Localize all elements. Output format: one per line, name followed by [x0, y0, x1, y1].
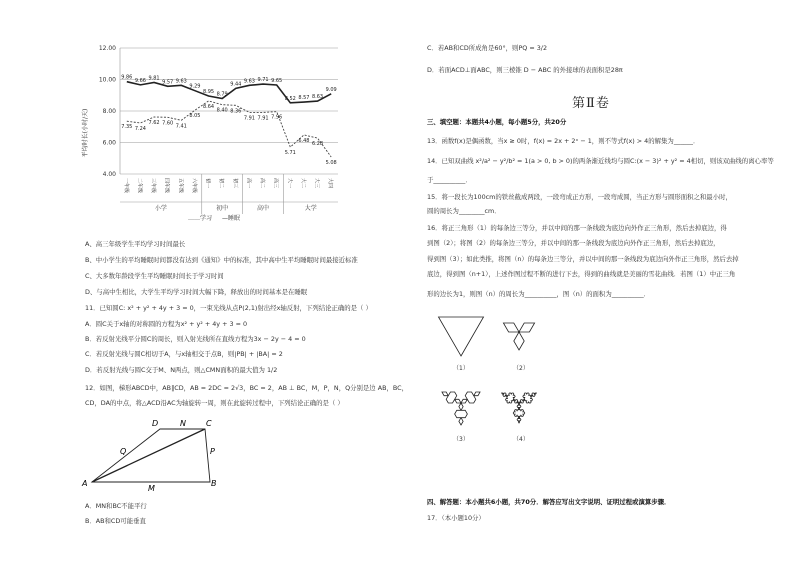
fig-label-1: （1） [453, 365, 469, 372]
group-label: 小学 [154, 205, 167, 212]
x-tick-label: 初三 [231, 178, 238, 189]
y-tick-label: 8.00 [102, 108, 116, 115]
data-label: 7.96 [271, 114, 283, 121]
q12-stem-line2: CD，DA的中点，将△ACD沿AC为轴旋转一周，则在此旋转过程中，下列结论正确的是（ ） [85, 399, 344, 407]
x-tick-label: 六年级 [190, 178, 197, 194]
data-label: 7.35 [121, 124, 133, 131]
data-label: 7.62 [148, 119, 160, 126]
x-tick-label: 一年级 [122, 178, 129, 194]
x-tick-label: 大四 [327, 178, 334, 189]
label-n: N [180, 419, 186, 428]
data-label: 8.64 [202, 103, 215, 110]
x-tick-label: 高二 [259, 178, 266, 189]
data-label: 7.91 [243, 115, 256, 122]
snowflake-figure-4 [502, 393, 537, 423]
x-tick-label: 高三 [272, 178, 279, 189]
data-label: 5.08 [325, 159, 337, 166]
data-label: 9.29 [189, 83, 201, 90]
label-p: P [210, 447, 215, 456]
snowflake-figure-2 [503, 323, 534, 350]
y-tick-label: 6.00 [102, 139, 116, 147]
data-label: 7.41 [175, 123, 187, 130]
x-tick-label: 大三 [313, 178, 320, 189]
q11-option-b: B．若反射光线平分圆C的周长，则入射光线所在直线方程为3x − 2y − 4 = 0 [85, 335, 306, 343]
x-tick-label: 初二 [218, 178, 225, 189]
data-label: 9.63 [175, 78, 187, 85]
data-label: 8.57 [298, 95, 310, 102]
q15-line1: 15．将一段长为100cm的铁丝截成两段，一段弯成正方形，一段弯成圆，当正方形与圆形面积之和最小时， [427, 193, 732, 201]
data-label: 9.71 [257, 77, 269, 84]
q12-stem-line1: 12．如图，梯形ABCD中，AB∥CD，AB = 2DC = 2√3，BC = 2，AB ⊥ BC，M，P，N，Q分别是边 AB，BC， [85, 384, 408, 392]
q11-option-d: D．若反射光线与圆C交于M、N两点，则△CMN面积的最大值为 1/2 [85, 366, 278, 374]
data-label: 6.48 [298, 137, 310, 144]
data-label: 9.81 [148, 75, 160, 82]
q10-option-d: D、与高中生相比，大学生平均学习时间大幅下降，释放出的时间基本是在睡眠 [85, 288, 308, 296]
label-m: M [148, 484, 155, 492]
q10-option-a: A、高三年级学生平均学习时间最长 [85, 240, 186, 248]
x-tick-label: 初一 [204, 178, 211, 189]
q12-option-b: B．AB和CD可能垂直 [85, 517, 146, 525]
fig-label-2: （2） [513, 365, 529, 372]
x-tick-label: 四年级 [163, 178, 170, 194]
data-label: 8.52 [284, 95, 296, 102]
data-label: 9.65 [271, 78, 283, 85]
y-tick-label: 12.00 [98, 45, 116, 52]
data-label: 8.40 [216, 107, 228, 114]
q16-line3: 得到图（3）；如此类推，将图（n）的每条边三等分，并以中间的那一条线段为底边向外作正三角形，然后去掉 [427, 255, 739, 263]
q12-option-a: A．MN和BC不能平行 [85, 502, 147, 510]
data-label: 7.60 [162, 120, 174, 127]
data-label: 8.05 [189, 113, 201, 120]
data-label: 8.36 [230, 108, 242, 115]
part3-heading: 三、填空题：本题共4小题，每小题5分，共20分 [427, 118, 567, 126]
x-tick-label: 大二 [299, 178, 306, 189]
diagonal-ac [92, 429, 205, 482]
label-a: A [82, 479, 88, 488]
q11-option-a: A．圆C关于x轴的对称圆的方程为x² + y² + 4y + 3 = 0 [85, 320, 248, 328]
label-c: C [206, 419, 212, 428]
x-tick-label: 高一 [245, 178, 252, 189]
data-label: 9.63 [243, 78, 256, 85]
fig-label-3: （3） [453, 436, 469, 443]
time-line-chart [70, 38, 370, 228]
data-label: 9.09 [325, 86, 337, 93]
legend-sleep: —睡眠 [222, 215, 241, 222]
label-b: B [211, 479, 217, 488]
q10-option-c: C、大多数年龄段学生平均睡眠时间长于学习时间 [85, 272, 224, 280]
q14-line1: 14．已知双曲线 x²/a² − y²/b² = 1(a > 0, b > 0)的两条渐近线均与圆C:(x − 3)² + y² = 4相切，则该双曲线的离心率等 [427, 157, 774, 165]
group-label: 高中 [257, 205, 270, 212]
trapezoid-figure [80, 412, 240, 492]
q13-text: 13．函数f(x)是偶函数，当x ≥ 0时，f(x) = 2x + 2ˣ − 1，则不等式f(x) > 4的解集为______． [427, 137, 700, 145]
q16-line1: 16．将正三角形（1）的每条边三等分，并以中间的那一条线段为底边向外作正三角形，然后去掉底边，得 [427, 224, 727, 232]
fig-label-4: （4） [513, 436, 529, 443]
snowflake-figure-1 [438, 317, 483, 356]
label-d: D [152, 419, 159, 428]
q11-option-c: C．若反射光线与圆C相切于A，与x轴相交于点B，则|PB| + |BA| = 2 [85, 350, 283, 358]
snowflake-figures [425, 300, 565, 450]
q14-line2: 于__________． [427, 176, 472, 184]
x-tick-label: 二年级 [136, 178, 143, 194]
y-tick-label: 4.00 [102, 171, 116, 178]
x-tick-label: 三年级 [150, 178, 157, 194]
data-label: 7.24 [134, 125, 147, 132]
data-label: 9.66 [134, 77, 147, 84]
snowflake-figure-3 [442, 392, 480, 425]
data-label: 6.28 [311, 141, 324, 148]
chart-y-axis-label: 平均时长(小时/天) [82, 108, 89, 158]
data-label: 8.95 [202, 89, 215, 96]
q17-text: 17．（本小题10分） [427, 514, 485, 522]
x-tick-label: 五年级 [177, 178, 184, 194]
label-q: Q [120, 447, 127, 456]
q16-line4: 底边，得到图（n+1），上述作图过程不断的进行下去，得到的曲线就是美丽的雪花曲线．若图（1）中正三角 [427, 270, 736, 278]
data-label: 9.44 [230, 81, 242, 88]
study-series-line [127, 101, 331, 157]
q15-line2: 圆的周长为________cm． [427, 207, 501, 215]
data-label: 9.57 [162, 79, 174, 86]
data-label: 5.71 [284, 150, 296, 157]
section-title: 第Ⅱ卷 [572, 96, 610, 111]
q11-stem: 11．已知圆C: x² + y² + 4y + 3 = 0，一束光线从点P(2,1)射出经x轴反射，下列结论正确的是（ ） [85, 304, 372, 312]
y-tick-label: 10.00 [98, 76, 116, 84]
part4-heading: 四、解答题：本小题共6小题，共70分．解答应写出文字说明、证明过程或演算步骤． [427, 498, 671, 506]
data-label: 7.91 [257, 115, 269, 122]
group-label: 大学 [304, 205, 317, 212]
q10-option-b: B、中小学生的平均睡眠时间都没有达到《通知》中的标准，其中高中生平均睡眠时间最接近标准 [85, 256, 358, 264]
q16-line5: 形的边长为1，则图（n）的周长为__________，图（n）的面积为__________． [427, 290, 651, 298]
q12-option-c: C．若AB和CD所成角是60°，则PQ = 3/2 [427, 44, 548, 52]
q12-option-d: D．若面ACD⊥面ABC，则三棱锥 D − ABC 的外接球的表面积是28π [427, 66, 623, 74]
group-label: 初中 [216, 205, 229, 212]
data-label: 8.79 [216, 91, 228, 98]
data-label: 8.63 [311, 94, 324, 101]
x-tick-label: 大一 [286, 178, 293, 189]
data-label: 9.86 [121, 74, 133, 81]
legend-study: ……学习 [188, 215, 213, 222]
q16-line2: 到图（2）；将图（2）的每条边三等分，并以中间的那一条线段为底边向外作正三角形，然后去掉底边， [427, 239, 720, 247]
